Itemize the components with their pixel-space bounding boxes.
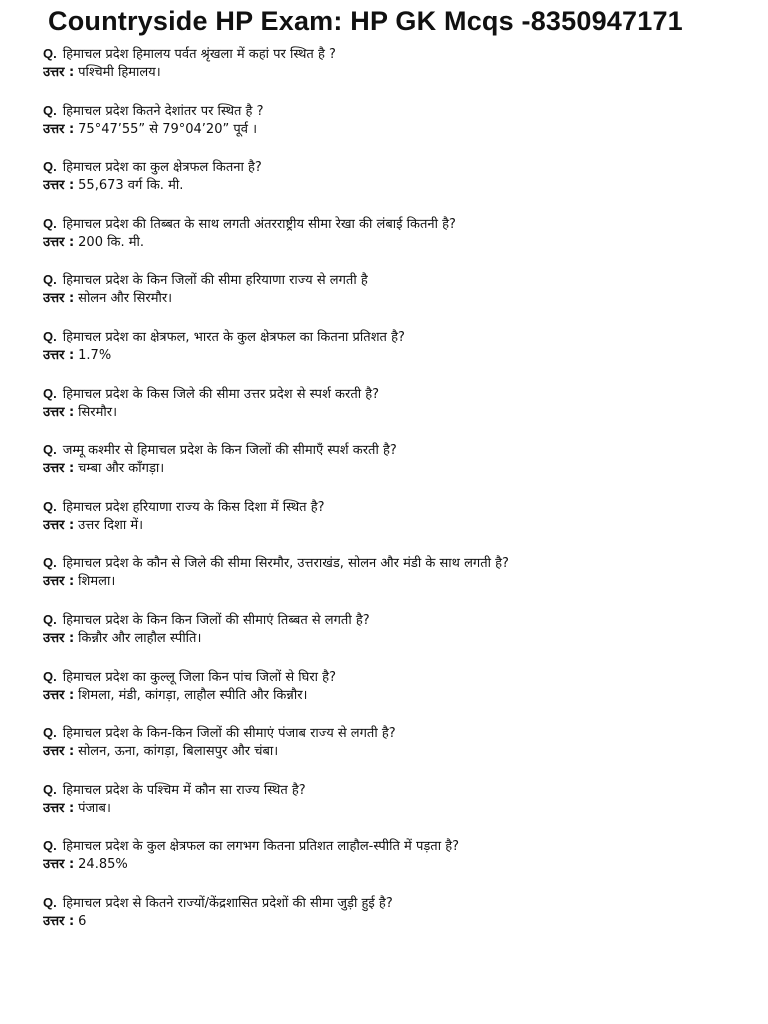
answer-prefix: उत्तर : (43, 517, 75, 533)
question-prefix: Q. (43, 159, 57, 175)
qa-item (43, 780, 758, 837)
qa-item (43, 327, 758, 384)
answer-text: उत्तर दिशा में। (78, 517, 144, 533)
question-prefix: Q. (43, 498, 57, 514)
qa-item (43, 157, 758, 214)
question-line (43, 384, 758, 403)
question-line (43, 327, 758, 346)
answer-text: 200 कि. मी. (78, 234, 144, 250)
qa-item (43, 667, 758, 724)
question-prefix: Q. (43, 838, 57, 854)
question-line (43, 270, 758, 289)
answer-text: सोलन, ऊना, कांगड़ा, बिलासपुर और चंबा। (78, 744, 279, 760)
answer-line (43, 572, 758, 591)
question-text: हिमाचल प्रदेश के कौन से जिले की सीमा सिरमौर, उत्तराखंड, सोलन और मंडी के साथ लगती है? (62, 556, 509, 572)
answer-line (43, 516, 758, 535)
question-line (43, 214, 758, 233)
qa-item (43, 44, 758, 101)
answer-text: शिमला, मंडी, कांगड़ा, लाहौल स्पीति और किन्नौर। (78, 687, 308, 703)
question-prefix: Q. (43, 781, 57, 797)
qa-item (43, 440, 758, 497)
question-text: हिमाचल प्रदेश से कितने राज्यों/केंद्रशासित प्रदेशों की सीमा जुड़ी हुई है? (62, 895, 393, 911)
question-text: हिमाचल प्रदेश हिमालय पर्वत श्रृंखला में कहां पर स्थित है ? (62, 47, 336, 62)
question-text: हिमाचल प्रदेश का कुल्लू जिला किन पांच जिलों से घिरा है? (62, 669, 336, 685)
answer-line (43, 289, 758, 308)
question-line (43, 440, 758, 459)
question-prefix: Q. (43, 102, 57, 118)
answer-prefix: उत्तर : (43, 65, 75, 80)
question-text: जम्मू कश्मीर से हिमाचल प्रदेश के किन जिलों की सीमाएँ स्पर्श करती है? (62, 443, 397, 459)
question-text: हिमाचल प्रदेश का क्षेत्रफल, भारत के कुल क्षेत्रफल का कितना प्रतिशत है? (62, 329, 405, 345)
question-answer-list (43, 44, 758, 950)
answer-prefix: उत्तर : (43, 178, 75, 194)
qa-item (43, 893, 758, 950)
answer-prefix: उत्तर : (43, 347, 75, 363)
question-prefix: Q. (43, 46, 57, 61)
question-line (43, 610, 758, 629)
qa-item (43, 610, 758, 667)
answer-text: चम्बा और काँगड़ा। (78, 461, 165, 477)
question-line (43, 553, 758, 572)
answer-line (43, 912, 758, 931)
answer-line (43, 799, 758, 818)
answer-prefix: उत्तर : (43, 291, 75, 307)
question-text: हिमाचल प्रदेश कितने देशांतर पर स्थित है ? (62, 103, 264, 119)
question-text: हिमाचल प्रदेश के किन-किन जिलों की सीमाएं पंजाब राज्य से लगती है? (62, 726, 396, 742)
question-line (43, 836, 758, 855)
qa-item (43, 270, 758, 327)
qa-item (43, 384, 758, 441)
answer-line (43, 459, 758, 478)
answer-text: 6 (78, 913, 87, 929)
question-line (43, 667, 758, 686)
question-text: हिमाचल प्रदेश के किस जिले की सीमा उत्तर प्रदेश से स्पर्श करती है? (62, 386, 380, 402)
answer-text: 55,673 वर्ग कि. मी. (78, 178, 184, 194)
question-line (43, 893, 758, 912)
question-text: हिमाचल प्रदेश के कुल क्षेत्रफल का लगभग कितना प्रतिशत लाहौल-स्पीति में पड़ता है? (62, 839, 460, 855)
answer-line (43, 855, 758, 874)
question-prefix: Q. (43, 328, 57, 344)
question-prefix: Q. (43, 385, 57, 401)
answer-prefix: उत्तर : (43, 121, 75, 137)
question-prefix: Q. (43, 555, 57, 571)
answer-line (43, 742, 758, 761)
answer-text: पश्चिमी हिमालय। (78, 65, 161, 80)
answer-text: 24.85% (78, 857, 128, 873)
answer-prefix: उत्तर : (43, 630, 75, 646)
question-text: हिमाचल प्रदेश का कुल क्षेत्रफल कितना है? (62, 160, 262, 176)
answer-text: 1.7% (78, 347, 112, 363)
question-prefix: Q. (43, 668, 57, 684)
question-prefix: Q. (43, 894, 57, 910)
answer-prefix: उत्तर : (43, 800, 75, 816)
qa-item (43, 497, 758, 554)
answer-prefix: उत्तर : (43, 461, 75, 477)
qa-item (43, 553, 758, 610)
answer-prefix: उत्तर : (43, 744, 75, 760)
question-line (43, 44, 758, 63)
answer-prefix: उत्तर : (43, 574, 75, 590)
answer-prefix: उत्तर : (43, 913, 75, 929)
question-line (43, 780, 758, 799)
question-text: हिमाचल प्रदेश हरियाणा राज्य के किस दिशा में स्थित है? (62, 499, 325, 515)
qa-item (43, 101, 758, 158)
answer-text: पंजाब। (78, 800, 111, 816)
answer-prefix: उत्तर : (43, 234, 75, 250)
answer-text: 75°47’55” से 79°04’20” पूर्व । (78, 121, 257, 137)
question-prefix: Q. (43, 725, 57, 741)
answer-prefix: उत्तर : (43, 857, 75, 873)
question-text: हिमाचल प्रदेश की तिब्बत के साथ लगती अंतरराष्ट्रीय सीमा रेखा की लंबाई कितनी है? (62, 216, 456, 232)
answer-text: किन्नौर और लाहौल स्पीति। (78, 630, 202, 646)
qa-item (43, 723, 758, 780)
question-text: हिमाचल प्रदेश के किन जिलों की सीमा हरियाणा राज्य से लगती है (62, 273, 368, 289)
question-line (43, 101, 758, 120)
answer-line (43, 403, 758, 422)
answer-text: सोलन और सिरमौर। (78, 291, 173, 307)
page-title: Countryside HP Exam: HP GK Mcqs -8350947171 (48, 6, 683, 36)
answer-text: सिरमौर। (78, 404, 118, 420)
answer-line (43, 63, 758, 82)
answer-prefix: उत्तर : (43, 404, 75, 420)
question-text: हिमाचल प्रदेश के किन किन जिलों की सीमाएं तिब्बत से लगती है? (62, 612, 370, 628)
question-prefix: Q. (43, 442, 57, 458)
question-line (43, 723, 758, 742)
qa-item (43, 836, 758, 893)
question-prefix: Q. (43, 611, 57, 627)
answer-line (43, 176, 758, 195)
question-prefix: Q. (43, 215, 57, 231)
answer-line (43, 686, 758, 705)
answer-line (43, 346, 758, 365)
question-line (43, 497, 758, 516)
answer-line (43, 233, 758, 252)
answer-line (43, 120, 758, 139)
question-text: हिमाचल प्रदेश के पश्चिम में कौन सा राज्य स्थित है? (62, 782, 306, 798)
question-prefix: Q. (43, 272, 57, 288)
qa-item (43, 214, 758, 271)
answer-prefix: उत्तर : (43, 687, 75, 703)
answer-line (43, 629, 758, 648)
question-line (43, 157, 758, 176)
answer-text: शिमला। (78, 574, 116, 590)
